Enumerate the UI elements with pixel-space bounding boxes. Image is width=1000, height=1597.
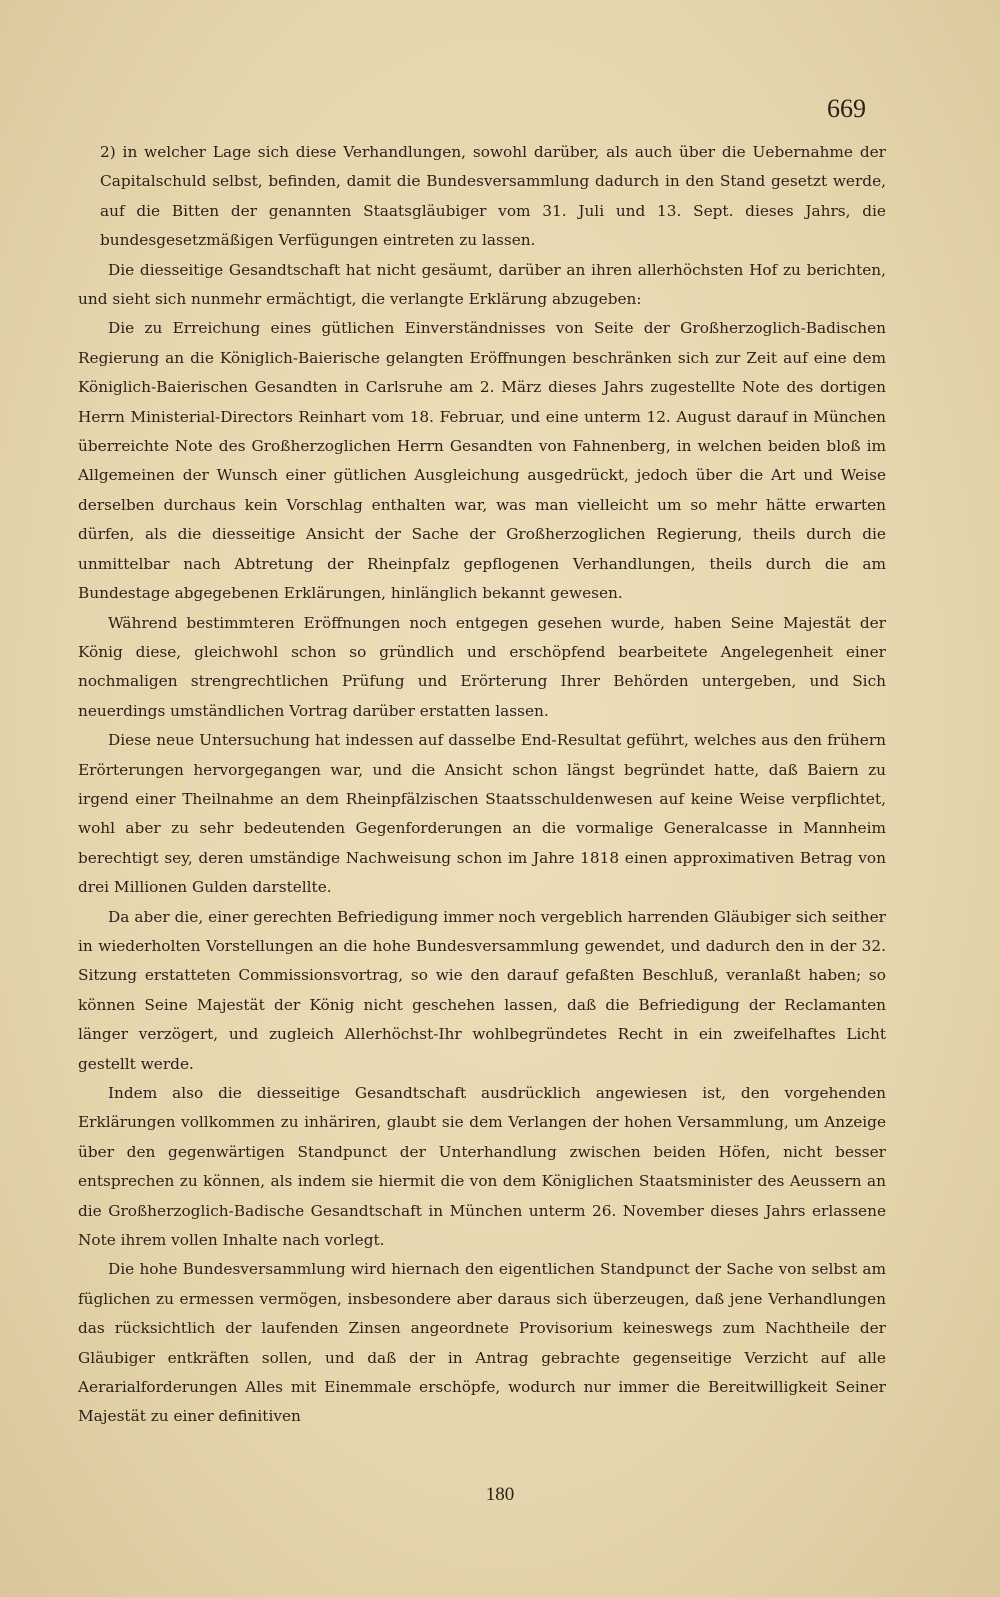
body-text <box>78 138 886 1432</box>
paragraph-8: Die hohe Bundesversammlung wird hiernach den eigentlichen Standpunct der Sache von selbst am füglichen zu ermessen vermögen, insbesondere aber daraus sich überzeugen, daß jene Verhandlungen das rücksichtlich der laufenden Zinsen angeordnete Provisorium keineswegs zum Nachtheile der Gläubiger entkräften sollen, und daß der in Antrag gebrachte gegenseitige Verzicht auf alle Aerarialforderungen Alles mit Einemmale erschöpfe, wodurch nur immer die Bereitwilligkeit Seiner Majestät zu einer definitiven <box>78 1260 886 1426</box>
paragraph-6: Da aber die, einer gerechten Befriedigung immer noch vergeblich harrenden Gläubiger sich seither in wiederholten Vorstellungen an die hohe Bundesversammlung gewendet, und dadurch den in der 32. Sitzung erstatteten Commissionsvortrag, so wie den darauf gefaßten Beschluß, veranlaßt haben; so können Seine Majestät der König nicht geschehen lassen, daß die Befriedigung der Reclamanten länger verzögert, und zugleich Allerhöchst-Ihr wohlbegründetes Recht in ein zweifelhaftes Licht gestellt werde. <box>78 907 886 1073</box>
paragraph-3: Die zu Erreichung eines gütlichen Einverständnisses von Seite der Großherzoglich-Badischen Regierung an die Königlich-Baierische gelangten Eröffnungen beschränken sich zur Zeit auf eine dem Königlich-Baierischen Gesandten in Carlsruhe am 2. März dieses Jahrs zugestellte Note des dortigen Herrn Ministerial-Directors Reinhart vom 18. Februar, und eine unterm 12. August darauf in München überreichte Note des Großherzoglichen Herrn Gesandten von Fahnenberg, in welchen beiden bloß im Allgemeinen der Wunsch einer gütlichen Ausgleichung ausgedrückt, jedoch über die Art und Weise derselben durchaus kein Vorschlag enthalten war, was man vielleicht um so mehr hätte erwarten dürfen, als die diesseitige Ansicht der Sache der Großherzoglichen Regierung, theils durch die unmittelbar nach Abtretung der Rheinpfalz gepflogenen Verhandlungen, theils durch die am Bundestage abgegebenen Erklärungen, hinlänglich bekannt gewesen. <box>78 319 886 603</box>
paragraph-5: Diese neue Untersuchung hat indessen auf dasselbe End-Resultat geführt, welches aus den frühern Erörterungen hervorgegangen war, und die Ansicht schon längst begründet hatte, daß Baiern zu irgend einer Theilnahme an dem Rheinpfälzischen Staatsschuldenwesen auf keine Weise verpflichtet, wohl aber zu sehr bedeutenden Gegenforderungen an die vormalige Generalcasse in Mannheim berechtigt sey, deren umständige Nachweisung schon im Jahre 1818 einen approximativen Betrag von drei Millionen Gulden darstellte. <box>78 731 886 897</box>
paragraph-4: Während bestimmteren Eröffnungen noch entgegen gesehen wurde, haben Seine Majestät der König diese, gleichwohl schon so gründlich und erschöpfend bearbeitete Angelegenheit einer nochmaligen strengrechtlichen Prüfung und Erörterung Ihrer Behörden untergeben, und Sich neuerdings umständlichen Vortrag darüber erstatten lassen. <box>78 613 886 720</box>
paragraph-1: 2) in welcher Lage sich diese Verhandlungen, sowohl darüber, als auch über die Uebernahme der Capitalschuld selbst, befinden, damit die Bundesversammlung dadurch in den Stand gesetzt werde, auf die Bitten der genannten Staatsgläubiger vom 31. Juli und 13. Sept. dieses Jahrs, die bundesgesetzmäßigen Verfügungen eintreten zu lassen. <box>100 143 886 250</box>
signature-mark: 180 <box>485 1484 515 1505</box>
page-number: 669 <box>827 94 866 123</box>
paragraph-7: Indem also die diesseitige Gesandtschaft ausdrücklich angewiesen ist, den vorgehenden Erklärungen vollkommen zu inhäriren, glaubt sie dem Verlangen der hohen Versammlung, um Anzeige über den gegenwärtigen Standpunct der Unterhandlung zwischen beiden Höfen, nicht besser entsprechen zu können, als indem sie hiermit die von dem Königlichen Staatsminister des Aeussern an die Großherzoglich-Badische Gesandtschaft in München unterm 26. November dieses Jahrs erlassene Note ihrem vollen Inhalte nach vorlegt. <box>78 1084 886 1250</box>
paragraph-2: Die diesseitige Gesandtschaft hat nicht gesäumt, darüber an ihren allerhöchsten Hof zu berichten, und sieht sich nunmehr ermächtigt, die verlangte Erklärung abzugeben: <box>78 260 886 309</box>
